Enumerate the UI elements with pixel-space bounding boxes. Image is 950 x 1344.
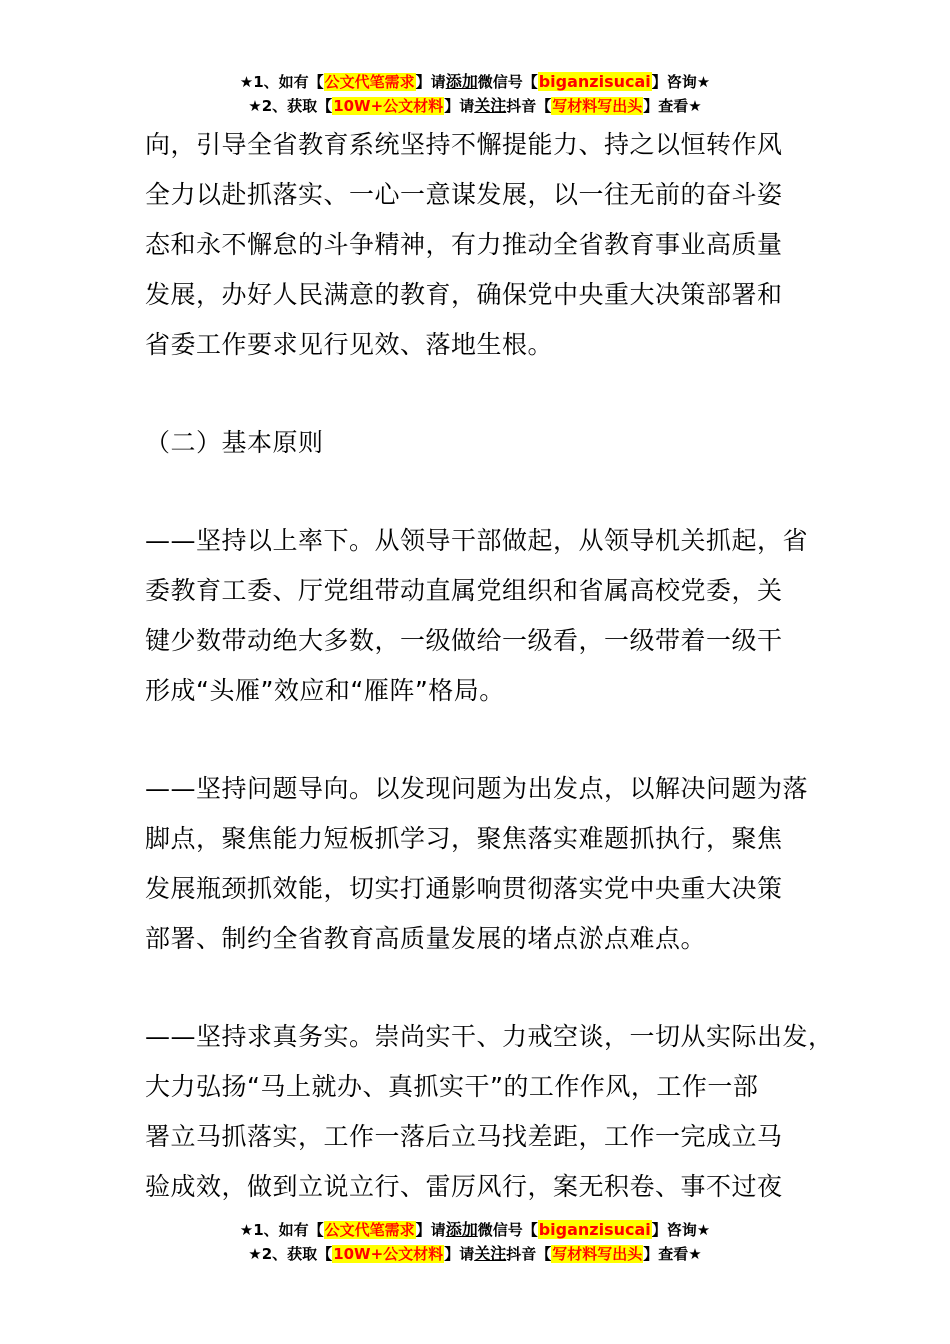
text-line: 验成效，做到立说立行、雷厉风行，案无积卷、事不过夜: [145, 1172, 783, 1201]
highlight-materials: 10W+公文材料: [333, 97, 444, 115]
banner-line-1: [0, 70, 950, 94]
banner-text: 微信号【: [477, 1221, 538, 1239]
text-line: 发展，办好人民满意的教育，确保党中央重大决策部署和: [145, 280, 783, 309]
banner-text: 抖音【: [506, 1245, 552, 1263]
highlight-wechat-id: biganzisucai: [538, 72, 651, 91]
highlight-wechat-id: biganzisucai: [538, 1220, 651, 1239]
highlight-service: 公文代笔需求: [324, 73, 415, 91]
text-line: ——坚持以上率下。从领导干部做起，从领导机关抓起，省: [145, 526, 809, 555]
highlight-materials: 10W+公文材料: [333, 1245, 444, 1263]
banner-line-1: [0, 1218, 950, 1242]
highlight-service: 公文代笔需求: [324, 1221, 415, 1239]
banner-text: ★2、获取【: [248, 1245, 333, 1263]
underlined-follow: 关注: [474, 96, 507, 115]
text-line: ——坚持求真务实。崇尚实干、力戒空谈，一切从实际出发，: [145, 1022, 834, 1051]
banner-text: ★1、如有【: [239, 73, 324, 91]
header-banner: [0, 70, 950, 118]
text-line: 大力弘扬“马上就办、真抓实干”的工作作风，工作一部: [145, 1072, 759, 1101]
text-line: 键少数带动绝大多数，一级做给一级看，一级带着一级干: [145, 626, 783, 655]
text-line: ——坚持问题导向。以发现问题为出发点，以解决问题为落: [145, 774, 809, 803]
text-line: 形成“头雁”效应和“雁阵”格局。: [145, 676, 505, 705]
banner-text: 】请: [415, 1221, 446, 1239]
banner-line-2: [0, 94, 950, 118]
banner-text: 】查看★: [643, 1245, 702, 1263]
underlined-add: 添加: [445, 1220, 478, 1239]
text-line: 署立马抓落实，工作一落后立马找差距，工作一完成立马: [145, 1122, 783, 1151]
text-line: 向，引导全省教育系统坚持不懈提能力、持之以恒转作风: [145, 130, 783, 159]
banner-text: 】咨询★: [651, 73, 711, 91]
banner-text: 】请: [415, 73, 446, 91]
footer-banner: [0, 1218, 950, 1266]
text-line: 全力以赴抓落实、一心一意谋发展，以一往无前的奋斗姿: [145, 180, 783, 209]
underlined-follow: 关注: [474, 1244, 507, 1263]
banner-text: ★2、获取【: [248, 97, 333, 115]
highlight-douyin-account: 写材料写出头: [552, 97, 643, 115]
banner-text: 】查看★: [643, 97, 702, 115]
text-line: 发展瓶颈抓效能，切实打通影响贯彻落实党中央重大决策: [145, 874, 783, 903]
paragraph-principle-3: [145, 1012, 834, 1212]
banner-text: 】咨询★: [651, 1221, 711, 1239]
banner-text: 】请: [444, 97, 475, 115]
highlight-douyin-account: 写材料写出头: [552, 1245, 643, 1263]
banner-text: 】请: [444, 1245, 475, 1263]
banner-text: ★1、如有【: [239, 1221, 324, 1239]
banner-text: 抖音【: [506, 97, 552, 115]
paragraph-intro-continued: [145, 120, 825, 370]
text-line: 态和永不懈怠的斗争精神，有力推动全省教育事业高质量: [145, 230, 783, 259]
underlined-add: 添加: [445, 72, 478, 91]
text-line: 省委工作要求见行见效、落地生根。: [145, 330, 554, 359]
paragraph-principle-1: [145, 516, 825, 716]
text-line: 委教育工委、厅党组带动直属党组织和省属高校党委，关: [145, 576, 783, 605]
heading-basic-principles: （二）基本原则: [145, 428, 324, 457]
document-body: [145, 120, 834, 1212]
banner-text: 微信号【: [477, 73, 538, 91]
text-line: 部署、制约全省教育高质量发展的堵点淤点难点。: [145, 924, 707, 953]
paragraph-principle-2: [145, 764, 825, 964]
banner-line-2: [0, 1242, 950, 1266]
text-line: 脚点，聚焦能力短板抓学习，聚焦落实难题抓执行，聚焦: [145, 824, 783, 853]
section-heading: [145, 418, 825, 468]
